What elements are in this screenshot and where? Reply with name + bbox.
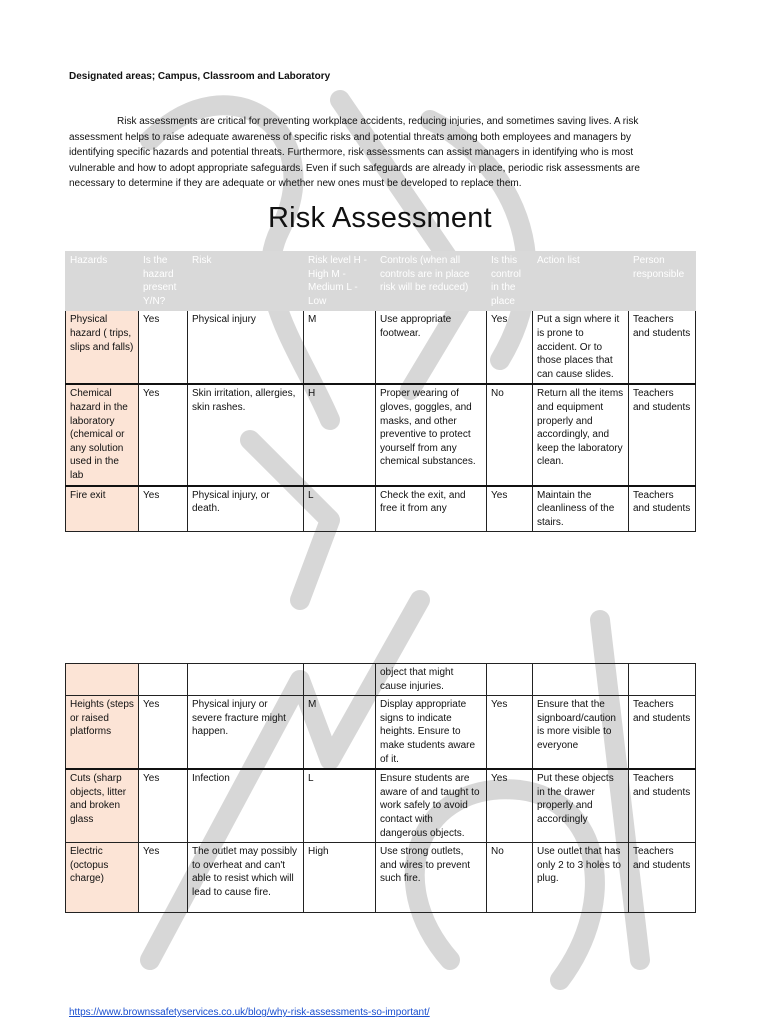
column-header: Person responsible: [629, 252, 696, 311]
designated-areas-heading: Designated areas; Campus, Classroom and Laboratory: [69, 71, 331, 82]
action-cell: Maintain the cleanliness of the stairs.: [533, 486, 629, 532]
person-cell: Teachers and students: [629, 311, 696, 384]
column-header: Is this control in the place: [487, 252, 533, 311]
page-title: Risk Assessment: [268, 202, 492, 234]
controls-cell: object that might cause injuries.: [376, 664, 487, 696]
present-cell: Yes: [139, 843, 188, 913]
controls-cell: Ensure students are aware of and taught to work safely to avoid contact with dangerous objects.: [376, 769, 487, 842]
in-place-cell: Yes: [487, 769, 533, 842]
table-row-continuation: [66, 664, 696, 696]
risk-level-cell: M: [304, 311, 376, 384]
action-cell: Put these objects in the drawer properly and accordingly: [533, 769, 629, 842]
controls-cell: Display appropriate signs to indicate heights. Ensure to make students aware of it.: [376, 696, 487, 769]
in-place-cell: No: [487, 384, 533, 485]
risk-assessment-table-continued: [65, 663, 696, 913]
in-place-cell: Yes: [487, 311, 533, 384]
present-cell: Yes: [139, 696, 188, 769]
in-place-cell: Yes: [487, 486, 533, 532]
risk-level-cell: H: [304, 384, 376, 485]
risk-level-cell: L: [304, 486, 376, 532]
risk-cell: Infection: [188, 769, 304, 842]
present-cell: Yes: [139, 311, 188, 384]
action-cell: Ensure that the signboard/caution is more visible to everyone: [533, 696, 629, 769]
controls-cell: Use strong outlets, and wires to prevent such fire.: [376, 843, 487, 913]
in-place-cell: No: [487, 843, 533, 913]
in-place-cell: Yes: [487, 696, 533, 769]
risk-cell: Skin irritation, allergies, skin rashes.: [188, 384, 304, 485]
source-link[interactable]: https://www.brownssafetyservices.co.uk/blog/why-risk-assessments-so-important/: [69, 1007, 430, 1018]
table-row: [66, 311, 696, 384]
present-cell: [139, 664, 188, 696]
table-row: [66, 696, 696, 769]
column-header: Risk level H - High M - Medium L - Low: [304, 252, 376, 311]
column-header: Action list: [533, 252, 629, 311]
table-row: [66, 486, 696, 532]
present-cell: Yes: [139, 769, 188, 842]
risk-level-cell: High: [304, 843, 376, 913]
intro-paragraph: Risk assessments are critical for preventing workplace accidents, reducing injuries, and sometimes saving lives. A risk assessment helps to raise adequate awareness of specific risks and potential threats among both employees and managers by identifying specific hazards and potential threats. Furthermore, risk assessments can assist managers in identifying who is most vulnerable and how to adopt appropriate safeguards. Even if such safeguards are already in place, periodic risk assessments are necessary to determine if they are adequate or whether new ones must be developed to replace them.: [69, 116, 640, 189]
risk-level-cell: [304, 664, 376, 696]
risk-cell: [188, 664, 304, 696]
risk-cell: Physical injury or severe fracture might happen.: [188, 696, 304, 769]
person-cell: Teachers and students: [629, 769, 696, 842]
hazard-cell: [66, 664, 139, 696]
action-cell: Use outlet that has only 2 to 3 holes to plug.: [533, 843, 629, 913]
controls-cell: Check the exit, and free it from any: [376, 486, 487, 532]
person-cell: Teachers and students: [629, 486, 696, 532]
column-header: Hazards: [66, 252, 139, 311]
person-cell: Teachers and students: [629, 843, 696, 913]
in-place-cell: [487, 664, 533, 696]
table-row: [66, 769, 696, 842]
controls-cell: Proper wearing of gloves, goggles, and masks, and other preventive to protect yourself from any chemical substances.: [376, 384, 487, 485]
table-row: [66, 843, 696, 913]
column-header: Is the hazard present Y/N?: [139, 252, 188, 311]
hazard-cell: Cuts (sharp objects, litter and broken glass: [66, 769, 139, 842]
table-row: [66, 384, 696, 485]
person-cell: Teachers and students: [629, 384, 696, 485]
action-cell: [533, 664, 629, 696]
risk-cell: Physical injury, or death.: [188, 486, 304, 532]
risk-level-cell: L: [304, 769, 376, 842]
hazard-cell: Heights (steps or raised platforms: [66, 696, 139, 769]
risk-cell: The outlet may possibly to overheat and can't able to resist which will lead to cause fire.: [188, 843, 304, 913]
hazard-cell: Physical hazard ( trips, slips and falls): [66, 311, 139, 384]
hazard-cell: Fire exit: [66, 486, 139, 532]
hazard-cell: Electric (octopus charge): [66, 843, 139, 913]
hazard-cell: Chemical hazard in the laboratory (chemical or any solution used in the lab: [66, 384, 139, 485]
present-cell: Yes: [139, 486, 188, 532]
risk-cell: Physical injury: [188, 311, 304, 384]
controls-cell: Use appropriate footwear.: [376, 311, 487, 384]
column-header: Risk: [188, 252, 304, 311]
person-cell: Teachers and students: [629, 696, 696, 769]
risk-level-cell: M: [304, 696, 376, 769]
present-cell: Yes: [139, 384, 188, 485]
person-cell: [629, 664, 696, 696]
table-header-row: [66, 252, 696, 311]
action-cell: Put a sign where it is prone to accident. Or to those places that can cause slides.: [533, 311, 629, 384]
action-cell: Return all the items and equipment properly and accordingly, and keep the laboratory clean.: [533, 384, 629, 485]
risk-assessment-table: [65, 251, 696, 532]
column-header: Controls (when all controls are in place risk will be reduced): [376, 252, 487, 311]
